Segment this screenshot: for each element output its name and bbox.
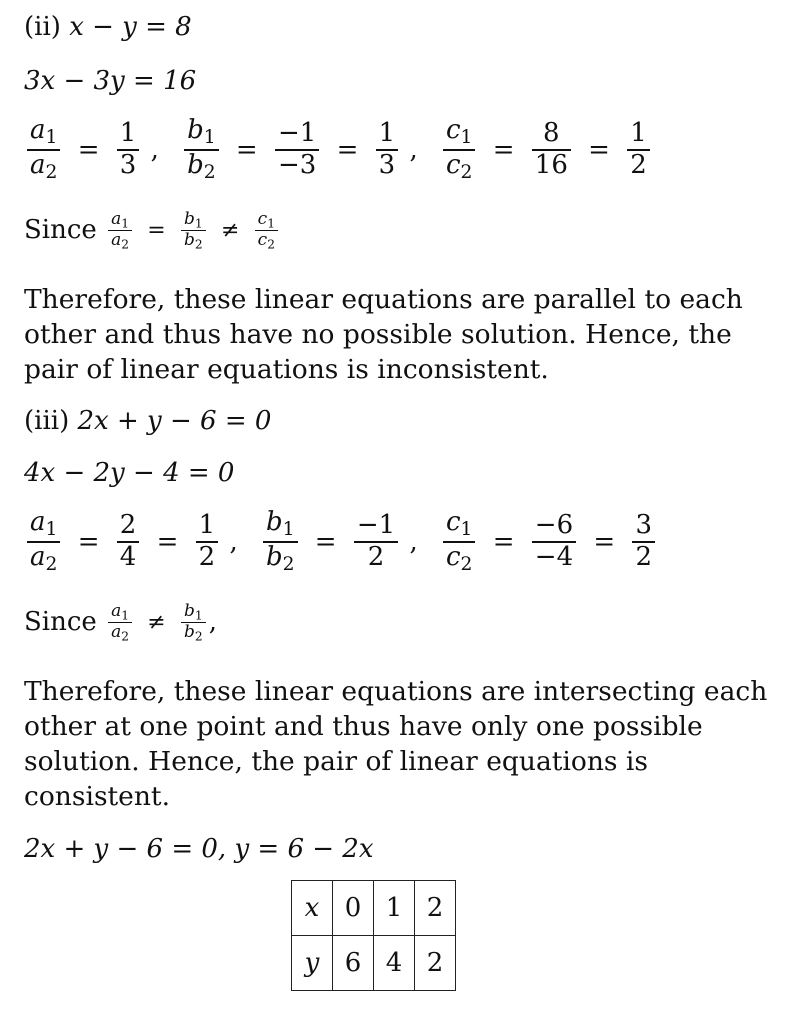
part-iii-ratios: $\frac{a_1}{a_2}$ = $\frac{2}{4}$ = $\frac{1}{2}$ , $\frac{b_1}{b_2}$ = $\frac{-1}{2}$ , $\frac{c_1}{c_2}$ = $\frac{-6}{-4}$ = $\frac{3}{2}$ [24, 508, 658, 576]
since-label: Since [24, 606, 97, 637]
part-iii-equation-1 [24, 408, 271, 434]
ratio-a-value: $\frac{1}{3}$ [117, 119, 140, 181]
part-ii-equation-2: 3x − 3y = 16 [24, 66, 197, 96]
table-cell: 4 [374, 936, 415, 991]
ratio-c-value: $\frac{8}{16}$ [532, 119, 571, 181]
table-cell: 6 [333, 936, 374, 991]
part-iii-equation-2: 4x − 2y − 4 = 0 [24, 458, 235, 488]
ratio-b1-b2: $\frac{b_1}{b_2}$ [184, 116, 219, 184]
part-ii-since: Since $\frac{a_1}{a_2}$ = $\frac{b_1}{b_2}$ ≠ $\frac{c_1}{c_2}$ [24, 210, 281, 252]
since-label: Since [24, 214, 97, 245]
ratio-a-value: $\frac{2}{4}$ [117, 511, 140, 573]
part-ii-ratios: $\frac{a_1}{a_2}$ = $\frac{1}{3}$ , $\frac{b_1}{b_2}$ = $\frac{-1}{-3}$ = $\frac{1}{3}$ , $\frac{c_1}{c_2}$ = $\frac{8}{16}$ = $\frac{1}{2}$ [24, 116, 653, 184]
ratio-c-value: $\frac{-6}{-4}$ [532, 511, 576, 573]
part-iii-rearranged: 2x + y − 6 = 0, y = 6 − 2x [24, 834, 374, 864]
ratio-a1-a2: $\frac{a_1}{a_2}$ [27, 116, 60, 184]
conclusion-line: pair of linear equations is inconsistent. [24, 354, 549, 385]
table-cell: 2 [415, 936, 456, 991]
conclusion-line: other at one point and thus have only one possible [24, 711, 703, 742]
part-iii-heading: (iii) [24, 406, 70, 436]
ratio-b-simplified: $\frac{1}{3}$ [376, 119, 399, 181]
table-cell: 1 [374, 881, 415, 936]
conclusion-line: other and thus have no possible solution. Hence, the [24, 319, 732, 350]
table-row [292, 936, 456, 991]
ratio-b-value: $\frac{-1}{-3}$ [275, 119, 319, 181]
part-ii-eq1-text: x − y = 8 [69, 12, 192, 42]
conclusion-line: Therefore, these linear equations are intersecting each [24, 676, 768, 707]
table-cell-label: x [292, 881, 333, 936]
table-cell: 2 [415, 881, 456, 936]
values-table [291, 880, 456, 991]
ratio-c-simplified: $\frac{3}{2}$ [632, 511, 655, 573]
conclusion-line: consistent. [24, 781, 171, 812]
conclusion-line: solution. Hence, the pair of linear equations is [24, 746, 649, 777]
conclusion-line: Therefore, these linear equations are parallel to each [24, 284, 743, 315]
table-row [292, 881, 456, 936]
ratio-a-simplified: $\frac{1}{2}$ [196, 511, 219, 573]
part-iii-since: Since $\frac{a_1}{a_2}$ ≠ $\frac{b_1}{b_2}$ , [24, 601, 217, 644]
part-ii-conclusion [24, 282, 779, 387]
part-iii-conclusion [24, 674, 779, 814]
table-cell: 0 [333, 881, 374, 936]
ratio-c-simplified: $\frac{1}{2}$ [627, 119, 650, 181]
part-ii-equation-1 [24, 14, 192, 40]
part-iii-eq1-text: 2x + y − 6 = 0 [77, 406, 272, 436]
ratio-b-value: $\frac{-1}{2}$ [354, 511, 398, 573]
table-cell-label: y [292, 936, 333, 991]
ratio-c1-c2: $\frac{c_1}{c_2}$ [443, 116, 475, 184]
part-ii-heading: (ii) [24, 12, 61, 42]
